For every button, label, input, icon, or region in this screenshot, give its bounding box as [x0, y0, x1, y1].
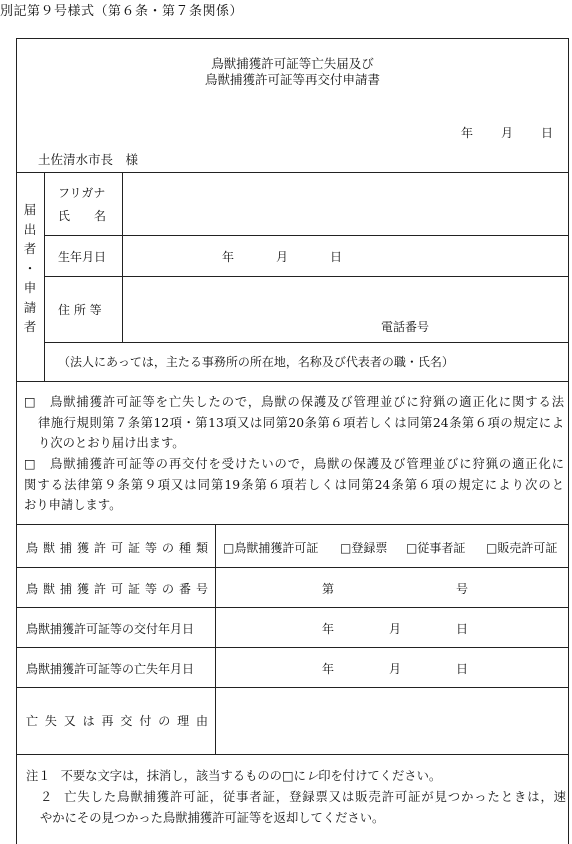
statement-line: 律施行規則第７条第12項・第13項又は同第20条第６項若しくは同第24条第６項の規定によ [38, 415, 564, 430]
divider-line [215, 524, 216, 754]
note-num: ２ [40, 790, 54, 804]
note-1 [26, 766, 566, 787]
statement-lost [38, 392, 564, 454]
form-label: 別記第９号様式（第６条・第７条関係） [0, 4, 244, 19]
reason-label: 亡失又は再交付の理由 [26, 714, 208, 728]
recipient: 土佐清水市長 様 [38, 152, 139, 167]
issue-date-label: 鳥獣捕獲許可証等の交付年月日 [26, 622, 195, 636]
note-1-text: 不要な文字は，抹消し，該当するものの□に [60, 769, 306, 783]
vertical-char: 請 [23, 299, 37, 315]
divider-line [122, 172, 123, 342]
vertical-char: 者 [23, 319, 37, 334]
vertical-char: 申 [23, 280, 37, 295]
vertical-char: ・ [23, 260, 37, 276]
notes [26, 766, 566, 829]
corp-note: （法人にあっては，主たる事務所の所在地，名称及び代表者の職・氏名） [58, 355, 454, 369]
name-label: 氏 名 [58, 209, 107, 223]
divider-line [44, 172, 45, 381]
birth-year: 年 [222, 250, 235, 264]
lost-year: 年 [322, 662, 335, 676]
statement-line: 鳥獣捕獲許可証等の再交付を受けたいので，鳥獣の保護及び管理並びに狩猟の適正化に [50, 457, 564, 471]
divider-line [16, 567, 569, 568]
note-2-line2: やかにその見つかった鳥獣捕獲許可証等を返却してください。 [40, 811, 385, 825]
address-field[interactable] [128, 282, 564, 316]
lost-date-label: 鳥獣捕獲許可証等の亡失年月日 [26, 662, 195, 676]
divider-line [16, 524, 569, 525]
type-label: 鳥獣捕獲許可証等の種類 [26, 541, 208, 555]
phone-label: 電話番号 [381, 320, 430, 334]
birth-month: 月 [276, 250, 289, 264]
divider-line [16, 754, 569, 755]
issue-year: 年 [322, 622, 335, 636]
statement-line: り次のとおり届け出ます。 [38, 436, 185, 450]
divider-line [16, 172, 569, 173]
note-1-end: 印を付けてください。 [318, 769, 442, 783]
reason-field[interactable] [221, 693, 564, 749]
issue-month: 月 [389, 622, 402, 636]
applicant-vertical-label [16, 200, 44, 337]
statement-checkbox[interactable]: □ [24, 395, 36, 409]
address-label: 住 所 等 [58, 303, 102, 317]
form-title [16, 56, 569, 88]
date-month: 月 [501, 126, 514, 140]
type-option-sales[interactable]: □販売許可証 [486, 541, 558, 555]
number-suffix: 号 [456, 582, 469, 596]
note-lead: 注１ [26, 769, 51, 783]
number-label: 鳥獣捕獲許可証等の番号 [26, 582, 208, 596]
statement-line: 関する法律第９条第９項又は同第19条第６項若しくは同第24条第６項の規定により次のと [24, 477, 564, 492]
divider-line [44, 342, 569, 343]
vertical-char: 届 [23, 202, 37, 217]
note-2-text: 亡失した鳥獣捕獲許可証，従事者証，登録票又は販売許可証が見つかったときは，速 [63, 790, 566, 804]
note-2-line1 [26, 787, 566, 808]
check-mark: レ [305, 769, 319, 783]
statement-reissue [24, 454, 564, 516]
birth-label: 生年月日 [58, 250, 107, 264]
divider-line [16, 381, 569, 382]
date-day: 日 [541, 126, 554, 140]
number-prefix: 第 [322, 582, 335, 596]
statement-checkbox[interactable]: □ [24, 457, 36, 471]
statement-line: おり申請します。 [24, 498, 122, 512]
type-option-permit[interactable]: □鳥獣捕獲許可証 [223, 541, 319, 555]
type-option-registration[interactable]: □登録票 [340, 541, 388, 555]
lost-day: 日 [456, 662, 469, 676]
statement-line: 鳥獣捕獲許可証等を亡失したので，鳥獣の保護及び管理並びに狩猟の適正化に関する法 [50, 395, 564, 409]
form-title-line2: 鳥獣捕獲許可証等再交付申請書 [204, 72, 380, 87]
vertical-char: 出 [23, 221, 37, 237]
furigana-label: フリガナ [58, 186, 106, 200]
lost-month: 月 [389, 662, 402, 676]
divider-line [16, 687, 569, 688]
date-year: 年 [461, 126, 474, 140]
divider-line [16, 647, 569, 648]
type-option-worker[interactable]: □従事者証 [406, 541, 466, 555]
name-field[interactable] [128, 180, 564, 230]
vertical-char: 者 [23, 241, 37, 256]
form-title-line1: 鳥獣捕獲許可証等亡失届及び [211, 56, 374, 71]
divider-line [16, 607, 569, 608]
birth-day: 日 [330, 250, 343, 264]
issue-day: 日 [456, 622, 469, 636]
